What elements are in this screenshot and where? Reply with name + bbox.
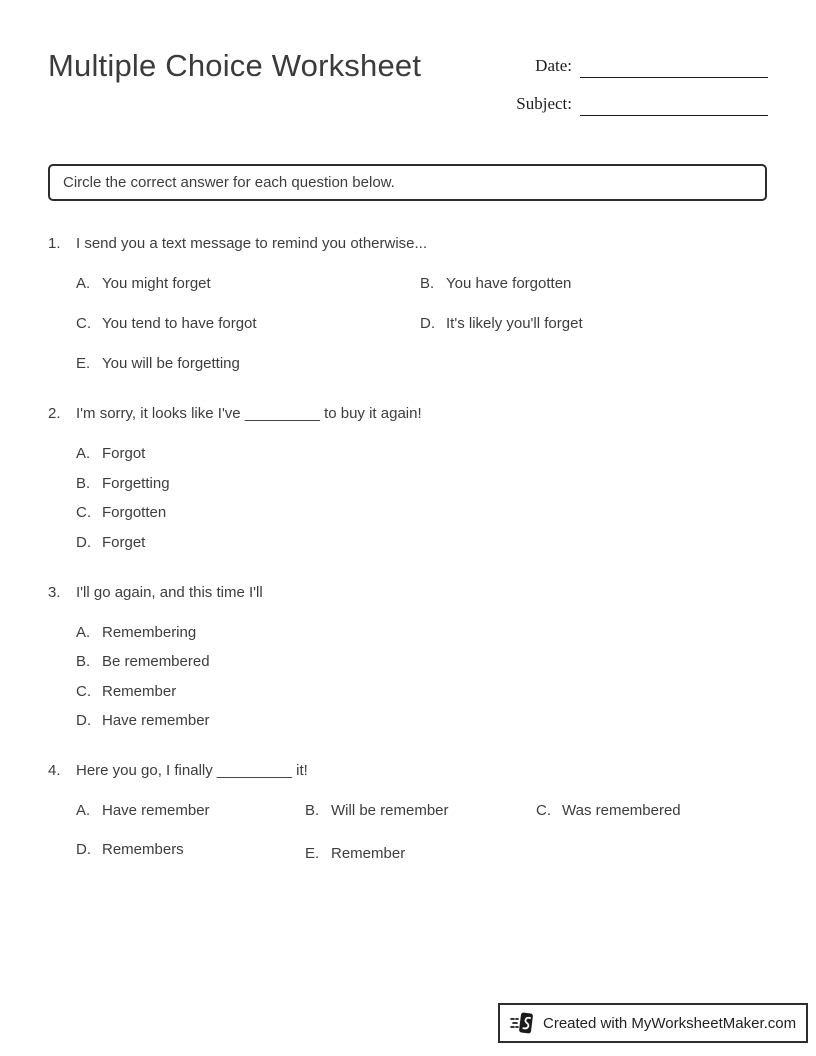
question-3-text-row <box>48 582 768 604</box>
page-title: Multiple Choice Worksheet <box>48 48 422 83</box>
option-letter: B. <box>305 802 320 819</box>
option-letter: C. <box>76 504 91 521</box>
option-letter: D. <box>76 712 91 729</box>
option-text: Was remembered <box>562 802 681 819</box>
option-4c <box>536 800 768 822</box>
option-text: Will be remember <box>331 802 449 819</box>
option-text: It's likely you'll forget <box>446 315 583 332</box>
option-letter: D. <box>76 533 91 551</box>
option-3b <box>76 651 768 673</box>
question-1-text-row <box>48 233 768 255</box>
option-2b <box>76 473 768 495</box>
option-4b <box>305 800 536 822</box>
option-text: You will be forgetting <box>102 355 240 372</box>
option-letter: D. <box>420 315 435 332</box>
option-letter: E. <box>305 845 320 862</box>
option-1e <box>76 353 420 375</box>
question-number: 4. <box>48 762 61 779</box>
question-3 <box>48 582 768 733</box>
option-text: You might forget <box>102 275 211 292</box>
question-1 <box>48 233 768 375</box>
option-letter: C. <box>76 315 91 332</box>
option-letter: D. <box>76 841 91 858</box>
worksheetmaker-logo-icon <box>510 1010 536 1036</box>
question-4-options <box>76 800 768 861</box>
option-text: Have remember <box>102 712 210 729</box>
option-text: Forgot <box>102 445 146 462</box>
option-text: Forgotten <box>102 504 167 521</box>
option-text: Forget <box>102 533 146 551</box>
option-letter: A. <box>76 445 91 462</box>
option-text: You tend to have forgot <box>102 315 257 332</box>
question-number: 3. <box>48 583 61 601</box>
option-3a <box>76 622 768 644</box>
option-text: Remembering <box>102 623 197 641</box>
option-letter: C. <box>76 682 91 700</box>
option-letter: B. <box>420 275 435 292</box>
footer-credit-badge <box>498 1003 808 1043</box>
option-2d <box>76 532 768 554</box>
header-fields <box>500 50 768 126</box>
instructions-box <box>48 164 767 201</box>
option-4e <box>305 843 536 865</box>
question-text: I'm sorry, it looks like I've _________ to buy it again! <box>76 405 422 422</box>
option-2c <box>76 502 768 524</box>
question-number: 1. <box>48 235 61 252</box>
question-2-options <box>76 443 768 554</box>
option-text: You have forgotten <box>446 275 572 292</box>
option-text: Forgetting <box>102 474 170 492</box>
option-letter: C. <box>536 802 551 819</box>
option-3c <box>76 681 768 703</box>
question-text: I'll go again, and this time I'll <box>76 583 263 601</box>
option-2a <box>76 443 768 465</box>
option-3d <box>76 710 768 732</box>
questions-list <box>48 233 768 861</box>
option-text: Have remember <box>102 802 210 819</box>
option-letter: A. <box>76 623 91 641</box>
footer-credit-text: Created with MyWorksheetMaker.com <box>543 1014 797 1032</box>
option-text: Remember <box>331 845 406 862</box>
option-text: Remember <box>102 682 177 700</box>
date-blank-line <box>580 56 768 78</box>
option-letter: B. <box>76 474 91 492</box>
option-letter: A. <box>76 275 91 292</box>
subject-field <box>500 88 768 116</box>
option-text: Remembers <box>102 841 184 858</box>
question-4 <box>48 760 768 861</box>
instructions-text: Circle the correct answer for each question below. <box>63 174 395 191</box>
option-letter: A. <box>76 802 91 819</box>
question-2 <box>48 403 768 554</box>
subject-blank-line <box>580 94 768 116</box>
option-4d <box>76 839 305 861</box>
question-text: I send you a text message to remind you otherwise... <box>76 235 428 252</box>
option-1d <box>420 313 768 335</box>
option-4a <box>76 800 305 822</box>
option-letter: B. <box>76 653 91 670</box>
subject-label: Subject: <box>516 94 572 113</box>
option-1a <box>76 273 420 295</box>
question-text: Here you go, I finally _________ it! <box>76 762 308 779</box>
question-3-options <box>76 622 768 733</box>
question-1-options <box>76 273 768 375</box>
option-letter: E. <box>76 355 91 372</box>
date-label: Date: <box>535 56 572 75</box>
question-2-text-row <box>48 403 768 425</box>
question-number: 2. <box>48 405 61 422</box>
question-4-text-row <box>48 760 768 782</box>
option-text: Be remembered <box>102 653 210 670</box>
option-1b <box>420 273 768 295</box>
option-1c <box>76 313 420 335</box>
date-field <box>500 50 768 78</box>
